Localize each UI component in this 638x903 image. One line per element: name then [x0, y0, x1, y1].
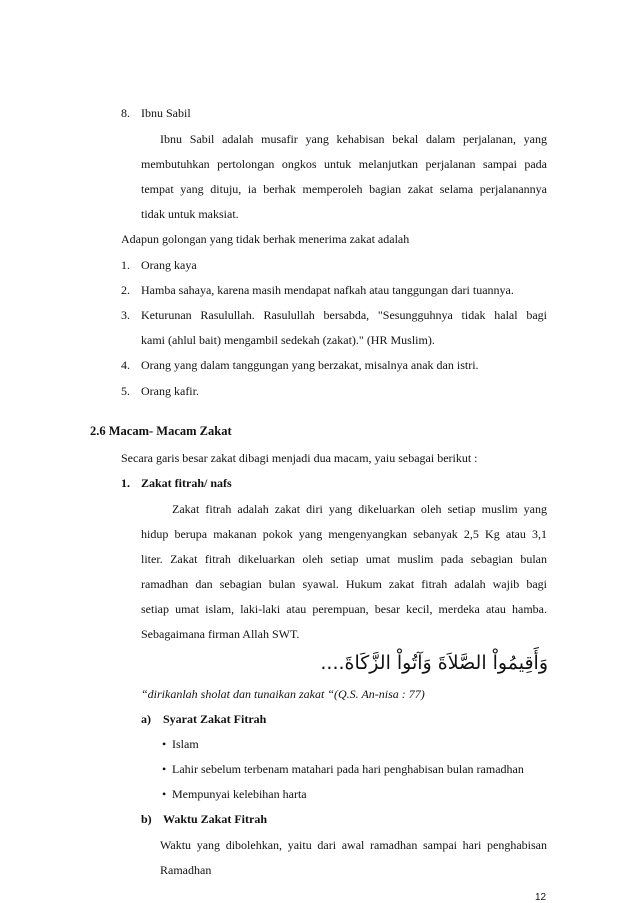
- list-item-ibnu-sabil-number: 8.: [121, 106, 130, 120]
- bullet-item: Lahir sebelum terbenam matahari pada hari penghabisan bulan ramadhan: [172, 762, 524, 776]
- list-item-number: 4.: [121, 358, 130, 372]
- list-item: Hamba sahaya, karena masih mendapat nafkah atau tanggungan dari tuannya.: [141, 283, 514, 297]
- list-item-ibnu-sabil-title: Ibnu Sabil: [141, 106, 191, 120]
- list-item-number: 5.: [121, 384, 130, 398]
- subheading-label: a): [141, 712, 151, 726]
- paragraph-line: tidak untuk maksiat.: [141, 207, 239, 221]
- bullet-icon: •: [162, 787, 167, 801]
- paragraph-line: Zakat fitrah adalah zakat diri yang dikeluarkan oleh setiap muslim yang: [172, 502, 547, 516]
- list-item-number: 2.: [121, 283, 130, 297]
- paragraph-line: ramadhan dan sebagian bulan syawal. Hukum zakat fitrah adalah wajib bagi: [141, 577, 547, 591]
- list-item-continuation: kami (ahlul bait) mengambil sedekah (zakat)." (HR Muslim).: [141, 333, 435, 347]
- paragraph-line: Ramadhan: [160, 863, 212, 877]
- paragraph-line: tempat yang dituju, ia berhak memperoleh bagian zakat selama perjalanannya: [141, 182, 547, 196]
- subheading-waktu: Waktu Zakat Fitrah: [163, 812, 268, 826]
- bullet-item: Islam: [172, 737, 199, 751]
- paragraph-line: Ibnu Sabil adalah musafir yang kehabisan bekal dalam perjalanan, yang: [160, 132, 547, 146]
- not-entitled-intro: Adapun golongan yang tidak berhak menerima zakat adalah: [121, 232, 410, 246]
- paragraph-line: setiap umat islam, laki-laki atau perempuan, besar kecil, merdeka atau hamba.: [141, 602, 547, 616]
- list-item: Orang yang dalam tanggungan yang berzakat, misalnya anak dan istri.: [141, 358, 479, 372]
- section-intro: Secara garis besar zakat dibagi menjadi dua macam, yaiu sebagai berikut :: [121, 451, 478, 465]
- section-heading: 2.6 Macam- Macam Zakat: [90, 424, 232, 438]
- subsection-title: Zakat fitrah/ nafs: [141, 476, 232, 490]
- paragraph-line: Sebagaimana firman Allah SWT.: [141, 627, 300, 641]
- list-item-number: 1.: [121, 258, 130, 272]
- paragraph-line: hidup berupa makanan pokok yang mengenyangkan sebanyak 2,5 Kg atau 3,1: [141, 527, 547, 541]
- page-number: 12: [535, 892, 547, 903]
- list-item: Orang kaya: [141, 258, 197, 272]
- bullet-item: Mempunyai kelebihan harta: [172, 787, 307, 801]
- paragraph-line: Waktu yang dibolehkan, yaitu dari awal ramadhan sampai hari penghabisan: [160, 838, 547, 852]
- list-item: Orang kafir.: [141, 384, 199, 398]
- bullet-icon: •: [162, 762, 167, 776]
- quran-verse-arabic: وَأَقِيمُواْ الصَّلاَةَ وَآتُواْ الزَّكَاةَ....: [320, 652, 548, 674]
- subheading-syarat: Syarat Zakat Fitrah: [163, 712, 267, 726]
- verse-translation: “dirikanlah sholat dan tunaikan zakat “(Q.S. An-nisa : 77): [141, 687, 425, 701]
- subsection-number: 1.: [121, 476, 130, 490]
- list-item: Keturunan Rasulullah. Rasulullah bersabda, "Sesungguhnya tidak halal bagi: [141, 308, 547, 322]
- subheading-label: b): [141, 812, 152, 826]
- paragraph-line: liter. Zakat fitrah dikeluarkan oleh setiap umat muslim pada sebagian bulan: [141, 552, 547, 566]
- bullet-icon: •: [162, 737, 167, 751]
- paragraph-line: membutuhkan pertolongan ongkos untuk melanjutkan perjalanan sampai pada: [141, 157, 547, 171]
- list-item-number: 3.: [121, 308, 130, 322]
